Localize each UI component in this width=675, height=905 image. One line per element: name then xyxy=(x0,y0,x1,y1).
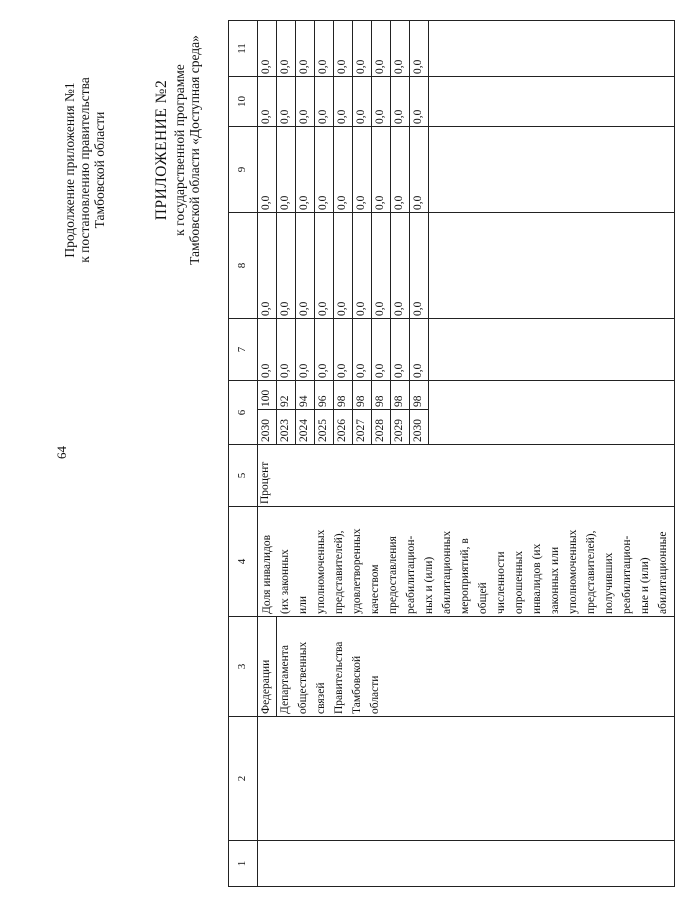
col3-line: Правительства xyxy=(333,641,345,714)
col4-line: удовлетворенных xyxy=(351,528,363,614)
value-cell: 0,0 xyxy=(334,319,353,380)
column-number-9: 9 xyxy=(229,127,258,213)
target-value: 98 xyxy=(336,395,348,407)
value-cell: 0,0 xyxy=(391,127,410,212)
cell-col8 xyxy=(258,213,675,319)
cell-unit: Процент xyxy=(258,445,675,507)
value-cell: 0,0 xyxy=(353,127,372,212)
column-number-7: 7 xyxy=(229,319,258,381)
column-number-row xyxy=(229,21,258,887)
value-cell: 0,0 xyxy=(258,319,277,380)
year-label: 2030 xyxy=(410,409,428,444)
col4-line: реабилитацион- xyxy=(405,535,417,614)
column-number-4: 4 xyxy=(229,507,258,617)
year-value-row xyxy=(258,381,277,444)
year-label: 2029 xyxy=(391,409,409,444)
col3-line: общественных xyxy=(297,641,309,714)
target-value: 98 xyxy=(374,395,386,407)
column-number-1: 1 xyxy=(229,841,258,887)
col4-line: уполномоченных xyxy=(315,529,327,614)
col4-line: численности xyxy=(495,551,507,614)
year-label: 2027 xyxy=(353,409,371,444)
value-cell: 0,0 xyxy=(372,319,391,380)
year-value-row xyxy=(372,381,391,444)
col4-line: ные и (или) xyxy=(639,557,651,614)
column-number-8: 8 xyxy=(229,213,258,319)
cell-col9 xyxy=(258,127,675,213)
value-cell: 0,0 xyxy=(391,77,410,126)
appendix-title: ПРИЛОЖЕНИЕ №2 xyxy=(153,79,170,221)
value-cell: 0,0 xyxy=(315,319,334,380)
appendix-line-2: к государственной программе xyxy=(172,64,187,236)
cell-col1 xyxy=(258,841,675,887)
year-value-row xyxy=(315,381,334,444)
year-value-row xyxy=(334,381,353,444)
year-value-row xyxy=(391,381,410,444)
target-value: 100 xyxy=(260,389,272,407)
value-cell: 0,0 xyxy=(277,77,296,126)
col3-line: связей xyxy=(315,682,327,714)
value-cell: 0,0 xyxy=(391,319,410,380)
col3-line: Департамента xyxy=(279,644,291,714)
value-cell: 0,0 xyxy=(410,213,429,318)
value-cell: 0,0 xyxy=(334,77,353,126)
value-cell: 0,0 xyxy=(410,319,429,380)
table-row xyxy=(258,21,675,887)
col4-line: опрошенных xyxy=(513,550,525,614)
col4-line: (их законных xyxy=(279,549,291,614)
value-cell: 0,0 xyxy=(296,127,315,212)
target-value: 98 xyxy=(412,395,424,407)
value-cell: 0,0 xyxy=(258,213,277,318)
value-cell: 0,0 xyxy=(334,213,353,318)
target-value: 94 xyxy=(298,395,310,407)
continuation-line-3: Тамбовской области xyxy=(92,111,107,229)
target-value: 96 xyxy=(317,395,329,407)
col3-line: Тамбовской xyxy=(351,655,363,714)
continuation-header xyxy=(62,35,107,305)
year-label: 2025 xyxy=(315,409,333,444)
col4-line: абилитационных xyxy=(441,530,453,614)
indicator-table xyxy=(228,20,675,887)
column-number-6: 6 xyxy=(229,381,258,445)
col3-line: Федерации xyxy=(258,617,277,716)
value-cell: 0,0 xyxy=(410,127,429,212)
year-value-row xyxy=(296,381,315,444)
value-cell: 0,0 xyxy=(410,21,429,76)
year-label: 2030 xyxy=(258,409,276,444)
year-label: 2026 xyxy=(334,409,352,444)
col4-line: представителей), xyxy=(333,530,345,614)
value-cell: 0,0 xyxy=(296,21,315,76)
target-value: 98 xyxy=(393,395,405,407)
year-label: 2028 xyxy=(372,409,390,444)
value-cell: 0,0 xyxy=(353,319,372,380)
value-cell: 0,0 xyxy=(296,77,315,126)
col4-line: реабилитацион- xyxy=(621,535,633,614)
value-cell: 0,0 xyxy=(334,127,353,212)
value-cell: 0,0 xyxy=(315,77,334,126)
year-label: 2023 xyxy=(277,409,295,444)
col4-line: качеством xyxy=(369,564,381,614)
column-number-5: 5 xyxy=(229,445,258,507)
value-cell: 0,0 xyxy=(410,77,429,126)
value-cell: 0,0 xyxy=(391,21,410,76)
value-cell: 0,0 xyxy=(296,319,315,380)
col4-line: уполномоченных xyxy=(567,529,579,614)
value-cell: 0,0 xyxy=(315,21,334,76)
value-cell: 0,0 xyxy=(258,21,277,76)
value-cell: 0,0 xyxy=(372,21,391,76)
col4-line: абилитационные xyxy=(657,531,669,614)
continuation-line-1: Продолжение приложения №1 xyxy=(62,82,77,258)
page-number: 64 xyxy=(54,446,69,459)
col4-line: предоставления xyxy=(387,536,399,614)
col3-line: области xyxy=(369,675,381,714)
value-cell: 0,0 xyxy=(353,213,372,318)
value-cell: 0,0 xyxy=(391,213,410,318)
continuation-line-2: к постановлению правительства xyxy=(77,77,92,263)
target-value: 92 xyxy=(279,395,291,407)
cell-col7 xyxy=(258,319,675,381)
value-cell: 0,0 xyxy=(258,77,277,126)
value-cell: 0,0 xyxy=(277,213,296,318)
value-cell: 0,0 xyxy=(372,77,391,126)
col4-line: инвалидов (их xyxy=(531,543,543,614)
value-cell: 0,0 xyxy=(277,21,296,76)
year-value-row xyxy=(410,381,429,444)
year-label: 2024 xyxy=(296,409,314,444)
value-cell: 0,0 xyxy=(372,213,391,318)
target-value: 98 xyxy=(355,395,367,407)
column-number-11: 11 xyxy=(229,21,258,77)
value-cell: 0,0 xyxy=(334,21,353,76)
column-number-3: 3 xyxy=(229,617,258,717)
value-cell: 0,0 xyxy=(372,127,391,212)
value-cell: 0,0 xyxy=(296,213,315,318)
value-cell: 0,0 xyxy=(258,127,277,212)
col4-line: мероприятий, в xyxy=(459,538,471,614)
value-cell: 0,0 xyxy=(353,21,372,76)
col4-line: общей xyxy=(477,582,489,614)
value-cell: 0,0 xyxy=(315,127,334,212)
cell-col11 xyxy=(258,21,675,77)
cell-col3 xyxy=(258,617,675,717)
appendix-header xyxy=(154,35,202,265)
column-number-10: 10 xyxy=(229,77,258,127)
year-value-row xyxy=(353,381,372,444)
cell-col2 xyxy=(258,717,675,841)
year-value-row xyxy=(277,381,296,444)
value-cell: 0,0 xyxy=(353,77,372,126)
column-number-2: 2 xyxy=(229,717,258,841)
cell-col10 xyxy=(258,77,675,127)
value-cell: 0,0 xyxy=(277,127,296,212)
col4-line: законных или xyxy=(549,546,561,614)
cell-col6 xyxy=(258,381,675,445)
col4-line: представителей), xyxy=(585,530,597,614)
value-cell: 0,0 xyxy=(315,213,334,318)
col4-line: Доля инвалидов xyxy=(261,534,273,614)
col4-line: или xyxy=(297,595,309,614)
value-cell: 0,0 xyxy=(277,319,296,380)
appendix-line-3: Тамбовской области «Доступная среда» xyxy=(187,35,202,265)
cell-col4 xyxy=(258,507,675,617)
col4-line: ных и (или) xyxy=(423,556,435,614)
col4-line: получивших xyxy=(603,552,615,614)
